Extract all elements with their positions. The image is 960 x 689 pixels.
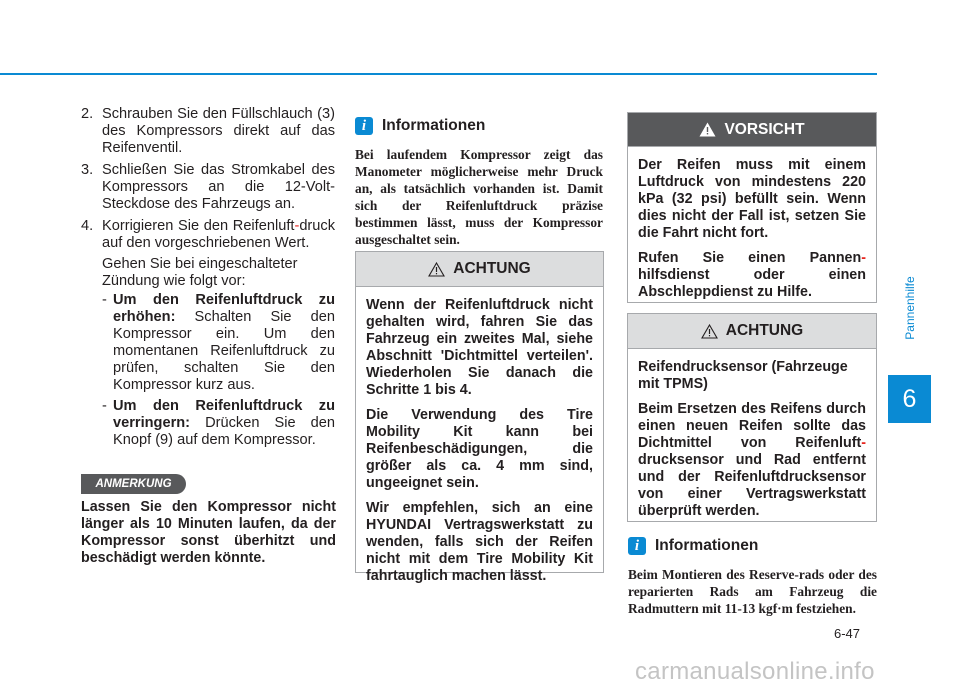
caution-title: ACHTUNG [725, 322, 804, 339]
caution-paragraph: Wenn der Reifenluftdruck nicht gehalten wird, fahren Sie das Fahrzeug ein zweites Mal, siehe Abschnitt 'Dichtmittel verteilen'. Wiederholen Sie danach die Schritte 1 bis 4. [366, 297, 593, 398]
caution-paragraph: Reifendrucksensor (Fahrzeuge mit TPMS) [638, 359, 848, 392]
info-title: Informationen [655, 537, 759, 554]
info-heading [355, 117, 485, 135]
step-text: Schrauben Sie den Füllschlauch (3) des Kompressors direkt auf das Reifenventil. [102, 106, 335, 156]
info-title: Informationen [382, 117, 486, 134]
sub-item-label: Um den Reifenluftdruck zu verringern: [113, 398, 335, 431]
dash: - [102, 398, 107, 414]
step-2 [81, 106, 335, 157]
step-text: Schließen Sie das Stromkabel des Kompressors an die 12-Volt-Steckdose des Fahrzeugs an. [102, 162, 335, 212]
side-tab-label: Pannenhilfe [902, 275, 917, 340]
note-label: ANMERKUNG [81, 474, 186, 494]
step-3 [81, 162, 335, 213]
caution-body [628, 349, 876, 536]
caution-paragraph: Wir empfehlen, sich an eine HYUNDAI Vertragswerkstatt zu wenden, falls sich der Reifen nicht mit dem Tire Mobility Kit fahrtauglich machen lässt. [366, 500, 593, 584]
hyphen-mark: - [861, 250, 866, 266]
caution-paragraph [638, 401, 866, 520]
step-text-part: Korrigieren Sie den Reifenluft [102, 218, 295, 234]
caution-header [356, 252, 603, 287]
warning-body [628, 147, 876, 317]
warning-paragraph: Der Reifen muss mit einem Luftdruck von mindestens 220 kPa (32 psi) befüllt sein. Wenn dies nicht der Fall ist, setzen Sie die Fahrt nicht fort. [638, 157, 866, 241]
page-number: 6-47 [834, 626, 861, 641]
sub-item-decrease [102, 398, 335, 449]
side-tab [888, 275, 931, 340]
info-text-2: Beim Montieren des Reserve-rads oder des reparierten Rads am Fahrzeug die Radmuttern mit 11-13 kgf·m festziehen. [628, 567, 877, 616]
warning-text-part: hilfsdienst oder einen Abschleppdienst zu Hilfe. [638, 267, 866, 300]
warning-box [627, 112, 877, 303]
info-icon: i [355, 117, 373, 135]
caution-box-tpms [627, 313, 877, 522]
info-icon: i [628, 537, 646, 555]
step-4-detail [81, 256, 335, 449]
step-text-part: druck auf den vorgeschriebenen Wert. [102, 218, 335, 251]
note-text: Lassen Sie den Kompressor nicht länger als 10 Minuten laufen, da der Kompressor sonst überhitzt und beschädigt werden könnte. [81, 499, 336, 566]
sub-item-label: Um den Reifenluftdruck zu erhöhen: [113, 292, 335, 325]
chapter-tab: 6 [888, 375, 931, 423]
caution-text-part: drucksensor und Rad entfernt und der Reifenluftdrucksensor von einer Vertragswerkstatt überprüft werden. [638, 452, 866, 519]
sub-item-text [113, 292, 335, 394]
column-instructions [81, 106, 335, 449]
info-text: Bei laufendem Kompressor zeigt das Manometer möglicherweise mehr Druck an, als tatsächlich vorhanden ist. Damit sich der Reifenluftdruck präzise bestimmen lässt, muss der Kompressor ausgeschaltet sein. [355, 147, 603, 247]
caution-paragraph: Die Verwendung des Tire Mobility Kit kann bei Reifenbeschädigungen, die größer als ca. 4 mm sind, ungeeignet sein. [366, 407, 593, 491]
step-text [102, 218, 335, 252]
warning-title: VORSICHT [724, 120, 805, 138]
hyphen-mark: - [294, 218, 300, 234]
warning-triangle-icon [701, 324, 718, 339]
caution-header [628, 314, 876, 349]
header-rule [0, 73, 877, 75]
sub-item-body: Drücken Sie den Knopf (9) auf dem Kompressor. [113, 415, 335, 448]
warning-text-part: Rufen Sie einen Pannen [638, 250, 862, 266]
step-4 [81, 218, 335, 252]
sub-item-body: Schalten Sie den Kompressor ein. Um den momentanen Reifenluftdruck zu prüfen, schalten Sie den Kompressor kurz aus. [113, 309, 335, 393]
caution-text-part: Beim Ersetzen des Reifens durch einen neuen Reifen sollte das Dichtmittel von Reifenluft [638, 401, 866, 451]
caution-body [356, 287, 603, 601]
dash: - [102, 292, 107, 308]
hyphen-mark: - [861, 435, 866, 451]
step-intro: Gehen Sie bei eingeschalteter Zündung wie folgt vor: [102, 256, 298, 289]
footer-watermark: carmanualsonline.info [635, 658, 875, 685]
info-heading-2 [628, 537, 758, 555]
warning-paragraph [638, 250, 866, 301]
sub-item-text [113, 398, 335, 449]
caution-box [355, 251, 604, 584]
warning-triangle-icon [428, 262, 445, 277]
step-number: 4. [81, 218, 94, 234]
step-number: 2. [81, 106, 94, 122]
warning-triangle-icon [699, 122, 716, 137]
caution-title: ACHTUNG [453, 260, 531, 277]
warning-header [628, 113, 876, 147]
sub-item-increase [102, 292, 335, 394]
step-number: 3. [81, 162, 94, 178]
